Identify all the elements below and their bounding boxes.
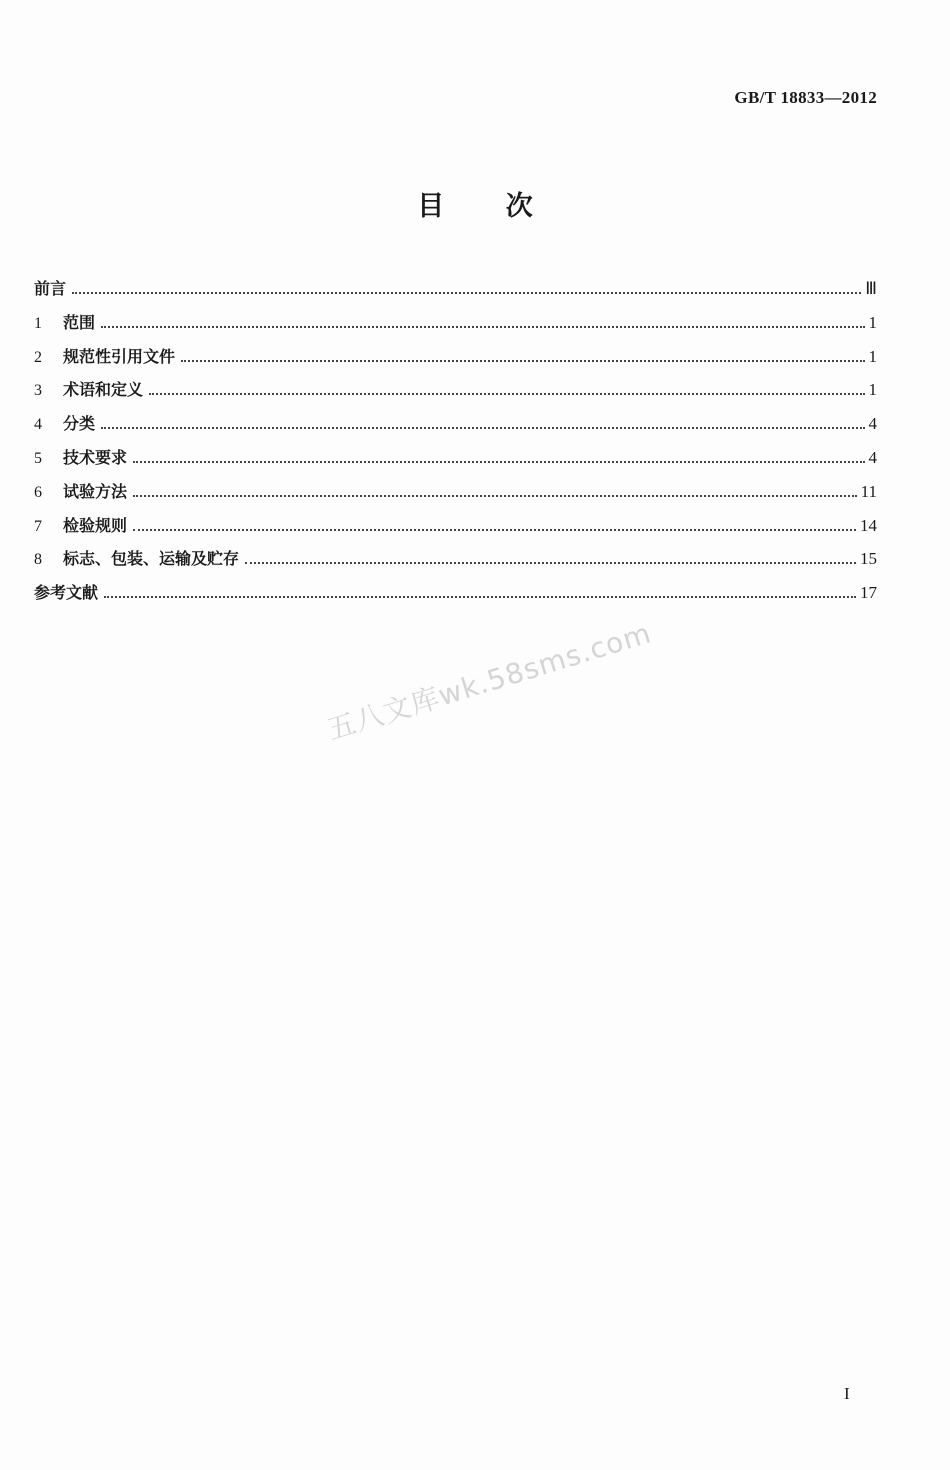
toc-entry-number: 1 bbox=[34, 314, 42, 332]
toc-entry-page: 4 bbox=[868, 447, 877, 467]
toc-entry-number: 7 bbox=[34, 517, 42, 535]
toc-entry-page: Ⅲ bbox=[865, 279, 877, 298]
toc-entry-number: 5 bbox=[34, 449, 42, 467]
toc-leader-dots bbox=[245, 562, 856, 564]
toc-leader-dots bbox=[104, 596, 856, 598]
toc-entry-page: 15 bbox=[860, 549, 877, 569]
toc-entry-number: 6 bbox=[34, 483, 42, 501]
toc-leader-dots bbox=[101, 427, 864, 429]
toc-entry-number: 3 bbox=[34, 382, 42, 400]
toc-entry-title: 检验规则 bbox=[63, 515, 128, 535]
watermark-text: 五八文库wk.58sms.com bbox=[323, 616, 656, 747]
toc-entry[interactable] bbox=[34, 513, 877, 547]
toc-entry-title: 试验方法 bbox=[63, 481, 128, 501]
toc-entry[interactable] bbox=[34, 276, 877, 310]
toc-leader-dots bbox=[149, 393, 864, 395]
page-number: I bbox=[844, 1384, 850, 1403]
toc-entry-page: 11 bbox=[860, 481, 877, 501]
toc-leader-dots bbox=[133, 461, 864, 463]
toc-entry[interactable] bbox=[34, 479, 877, 513]
toc-entry-title: 标志、包装、运输及贮存 bbox=[63, 549, 240, 569]
toc-entry-number: 8 bbox=[34, 551, 42, 569]
toc-entry-page: 1 bbox=[868, 380, 877, 400]
toc-leader-dots bbox=[181, 360, 864, 362]
toc-entry[interactable] bbox=[34, 310, 877, 344]
toc-leader-dots bbox=[72, 292, 861, 294]
toc-leader-dots bbox=[101, 326, 864, 328]
toc-entry[interactable] bbox=[34, 580, 877, 614]
toc-entry[interactable] bbox=[34, 344, 877, 378]
toc-leader-dots bbox=[133, 495, 857, 497]
toc-entry-page: 14 bbox=[860, 515, 877, 535]
toc-entry-page: 17 bbox=[860, 583, 877, 603]
toc-entry-page: 1 bbox=[868, 346, 877, 366]
toc-entry[interactable] bbox=[34, 445, 877, 479]
toc-entry-title: 范围 bbox=[63, 312, 96, 332]
standard-code: GB/T 18833—2012 bbox=[734, 88, 877, 107]
toc-entry[interactable] bbox=[34, 546, 877, 580]
toc-entry-title: 参考文献 bbox=[34, 583, 99, 603]
toc-entry-title: 术语和定义 bbox=[63, 380, 144, 400]
toc-entry-title: 分类 bbox=[63, 414, 96, 434]
toc-entry-title: 前言 bbox=[34, 279, 67, 298]
toc-leader-dots bbox=[133, 529, 856, 531]
toc-entry-page: 4 bbox=[868, 414, 877, 434]
toc-entry[interactable] bbox=[34, 377, 877, 411]
table-of-contents bbox=[34, 276, 877, 614]
page-title: 目 次 bbox=[417, 191, 533, 222]
toc-entry-page: 1 bbox=[868, 312, 877, 332]
toc-entry-number: 4 bbox=[34, 416, 42, 434]
toc-entry[interactable] bbox=[34, 411, 877, 445]
toc-entry-number: 2 bbox=[34, 348, 42, 366]
toc-entry-title: 规范性引用文件 bbox=[63, 346, 176, 366]
toc-entry-title: 技术要求 bbox=[63, 447, 128, 467]
